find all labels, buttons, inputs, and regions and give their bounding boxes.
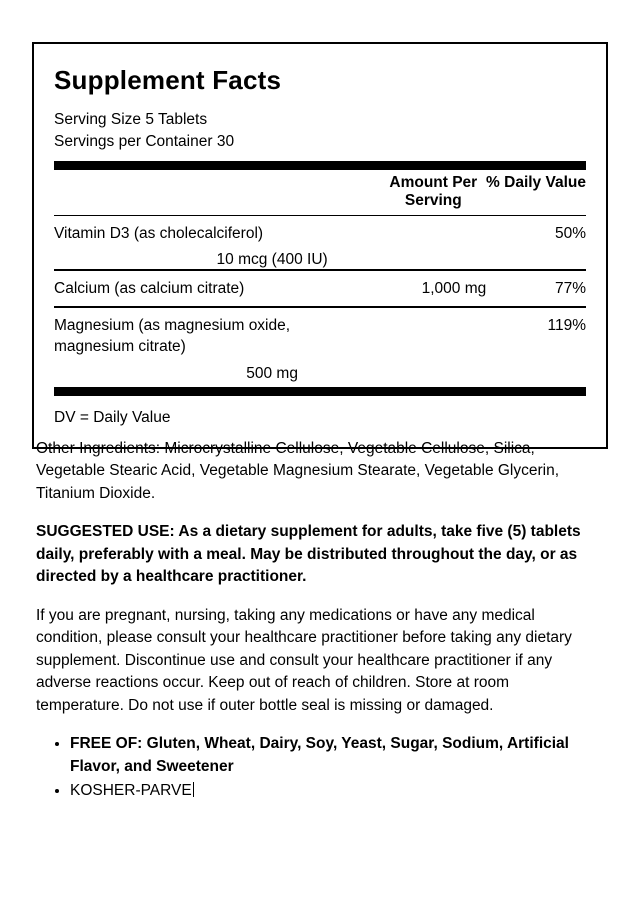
table-row-sub <box>54 251 586 269</box>
sub-spacer <box>490 365 586 383</box>
table-row <box>54 308 586 365</box>
nutrient-sub-amount: 10 mcg (400 IU) <box>216 251 328 269</box>
claims-list <box>36 733 584 802</box>
suggested-use-paragraph: SUGGESTED USE: As a dietary supplement for adults, take five (5) tablets daily, preferably with a meal. May be distributed throughout the day, or as directed by a healthcare practitioner. <box>36 523 581 586</box>
nutrient-name: Vitamin D3 (as cholecalciferol) <box>54 225 264 243</box>
nutrient-name: Magnesium (as magnesium oxide, magnesium citrate) <box>54 316 291 356</box>
nutrient-row-magnesium <box>54 308 586 383</box>
serving-info <box>54 109 586 153</box>
nutrient-row-calcium <box>54 271 586 306</box>
list-item: • FREE OF: Gluten, Wheat, Dairy, Soy, Yeast, Sugar, Sodium, Artificial Flavor, and Sweetener <box>70 733 584 778</box>
label-body-copy <box>36 438 584 805</box>
nutrient-daily-value: 77% <box>554 279 586 297</box>
nutrient-amount: 1,000 mg <box>421 279 487 297</box>
kosher-parve-label: KOSHER-PARVE <box>70 782 192 800</box>
other-ingredients-paragraph: Other Ingredients: Microcrystalline Cellulose, Vegetable Cellulose, Silica, Vegetable Stearic Acid, Vegetable Magnesium Stearate, Vegetable Glycerin, Titanium Dioxide. <box>36 440 560 502</box>
nutrient-amount <box>363 216 491 251</box>
nutrient-sub-amount: 500 mg <box>246 364 298 382</box>
table-header-row <box>54 170 586 215</box>
nutrient-daily-value: 119% <box>547 316 586 334</box>
nutrient-row-vitamin-d3 <box>54 216 586 269</box>
nutrient-name: Calcium (as calcium citrate) <box>54 279 245 297</box>
nutrition-table <box>54 170 586 215</box>
table-row-sub <box>54 365 586 383</box>
table-row <box>54 271 586 306</box>
serving-size: Serving Size 5 Tablets <box>54 110 208 128</box>
table-row <box>54 216 586 251</box>
text-caret <box>193 782 194 797</box>
warning-paragraph: If you are pregnant, nursing, taking any medications or have any medical condition, please consult your healthcare practitioner before taking any dietary supplement. Discontinue use and consult your healthcare practitioner if any adverse reactions occur. Keep out of reach of children. Store at room temperature. Do not use if outer bottle seal is missing or damaged. <box>36 606 572 714</box>
bottom-thick-rule <box>54 387 586 396</box>
supplement-facts-panel <box>32 42 608 449</box>
panel-title: Supplement Facts <box>54 65 282 95</box>
nutrient-daily-value: 50% <box>554 225 586 243</box>
daily-value-footnote: DV = Daily Value <box>54 408 171 426</box>
top-thick-rule <box>54 161 586 170</box>
list-item <box>70 780 584 802</box>
servings-per-container: Servings per Container 30 <box>54 132 235 150</box>
header-daily-value: % Daily Value <box>486 173 586 191</box>
header-amount-per-serving: Amount Per Serving <box>389 173 478 209</box>
sub-spacer <box>490 251 586 269</box>
header-spacer <box>54 170 363 215</box>
nutrient-amount <box>363 308 491 365</box>
